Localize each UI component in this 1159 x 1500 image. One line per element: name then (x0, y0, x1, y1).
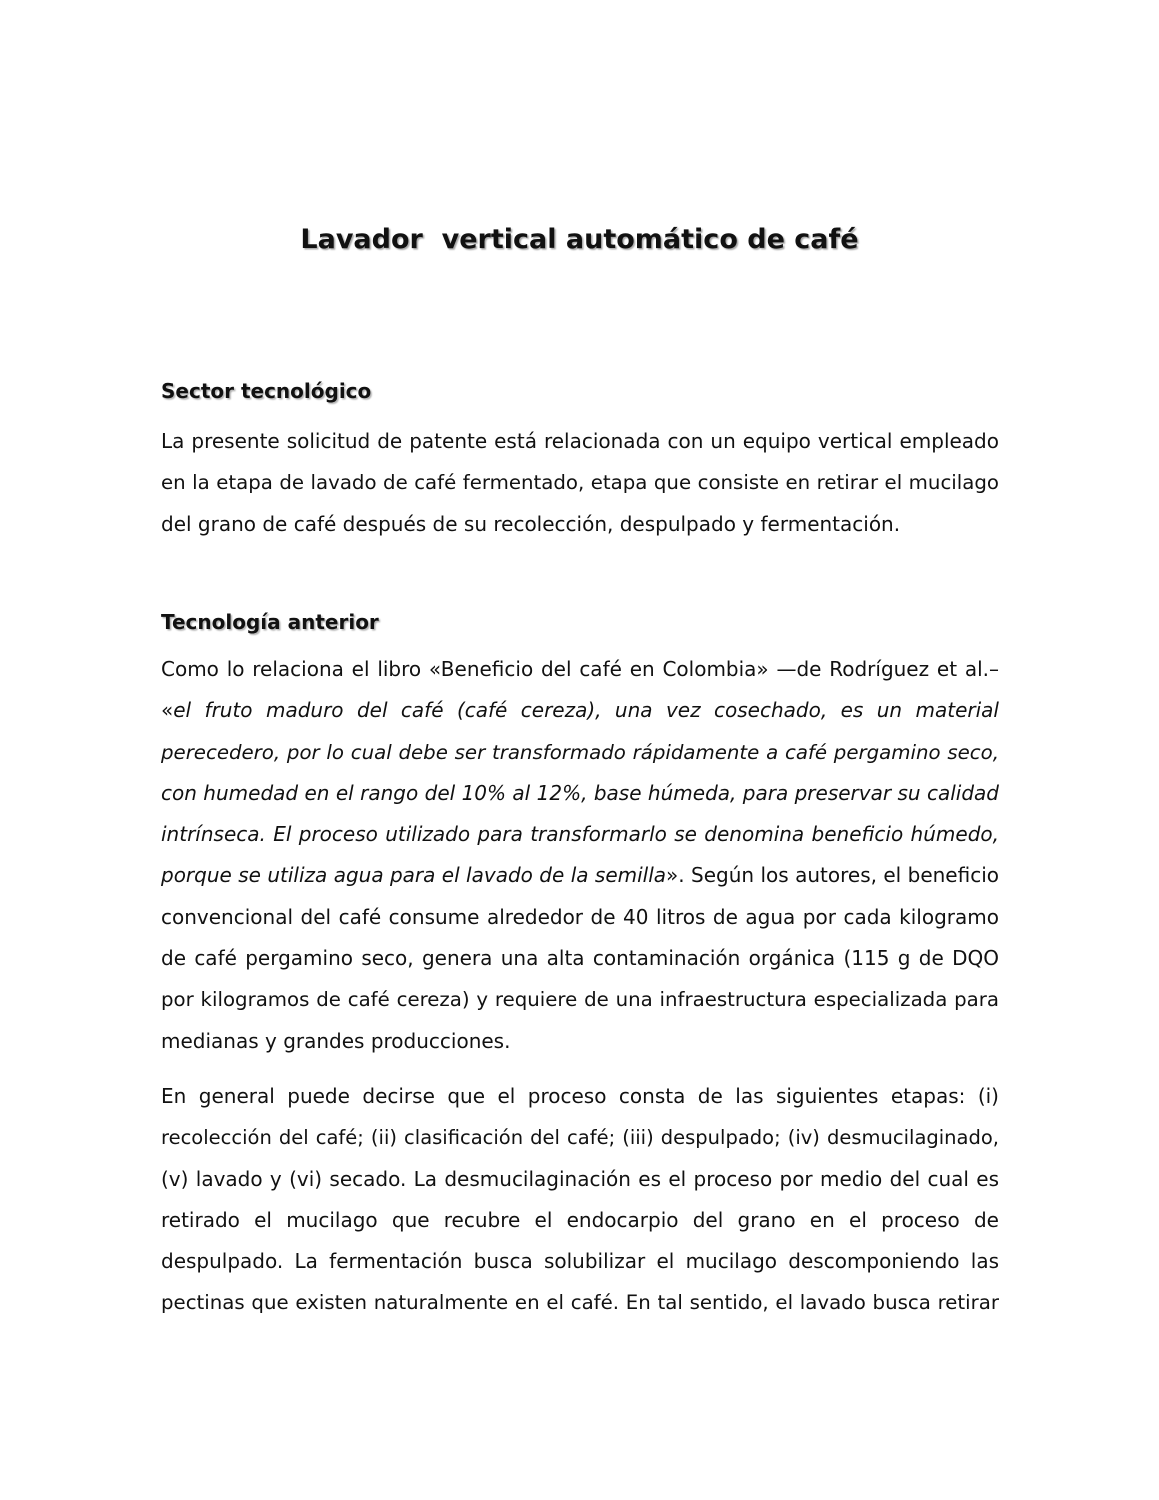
paragraph-line: de café pergamino seco, genera una alta contaminación orgánica (115 g de DQO (161, 946, 999, 971)
paragraph-sector-tecnologico (161, 421, 999, 545)
document-title: Lavador vertical automático de café (300, 224, 859, 255)
quote-close-tail: ». Según los autores, el beneficio (666, 863, 999, 888)
paragraph-line: pectinas que existen naturalmente en el café. En tal sentido, el lavado busca retirar (161, 1291, 999, 1315)
paragraph-line: La presente solicitud de patente está relacionada con un equipo vertical empleado (161, 429, 999, 453)
quote-text: con humedad en el rango del 10% al 12%, base húmeda, para preservar su calidad (161, 780, 999, 805)
section-heading-sector-tecnologico: Sector tecnológico (161, 379, 372, 403)
paragraph-tecnologia-anterior-1 (161, 649, 999, 1062)
paragraph-line: Como lo relaciona el libro «Beneficio del café en Colombia» —de Rodríguez et al.– (161, 657, 999, 681)
paragraph-line-quote-end (161, 855, 999, 896)
paragraph-line: por kilogramos de café cereza) y requiere de una infraestructura especializada para (161, 988, 999, 1012)
paragraph-line: (v) lavado y (vi) secado. La desmucilaginación es el proceso por medio del cual es (161, 1166, 999, 1191)
paragraph-line: recolección del café; (ii) clasificación del café; (iii) despulpado; (iv) desmucilaginado, (161, 1126, 999, 1150)
quote-text: intrínseca. El proceso utilizado para transformarlo se denomina beneficio húmedo, (161, 822, 999, 847)
quote-text: perecedero, por lo cual debe ser transformado rápidamente a café pergamino seco, (161, 740, 999, 764)
quote-open-mark: « (161, 698, 174, 723)
paragraph-tecnologia-anterior-2 (161, 1076, 999, 1324)
paragraph-line-quote-start (161, 690, 999, 731)
paragraph-line: retirado el mucilago que recubre el endocarpio del grano en el proceso de (161, 1207, 999, 1232)
section-heading-tecnologia-anterior: Tecnología anterior (161, 610, 379, 634)
paragraph-line: convencional del café consume alrededor de 40 litros de agua por cada kilogramo (161, 904, 999, 929)
paragraph-line: en la etapa de lavado de café fermentado, etapa que consiste en retirar el mucilago (161, 471, 999, 495)
paragraph-line: despulpado. La fermentación busca solubilizar el mucilago descomponiendo las (161, 1249, 999, 1274)
paragraph-line: En general puede decirse que el proceso consta de las siguientes etapas: (i) (161, 1084, 999, 1108)
paragraph-line: del grano de café después de su recolección, despulpado y fermentación. (161, 511, 901, 536)
paragraph-line: medianas y grandes producciones. (161, 1028, 511, 1053)
quote-text: el fruto maduro del café (café cereza), una vez cosechado, es un material (173, 698, 999, 723)
quote-text: porque se utiliza agua para el lavado de la semilla (161, 863, 667, 888)
